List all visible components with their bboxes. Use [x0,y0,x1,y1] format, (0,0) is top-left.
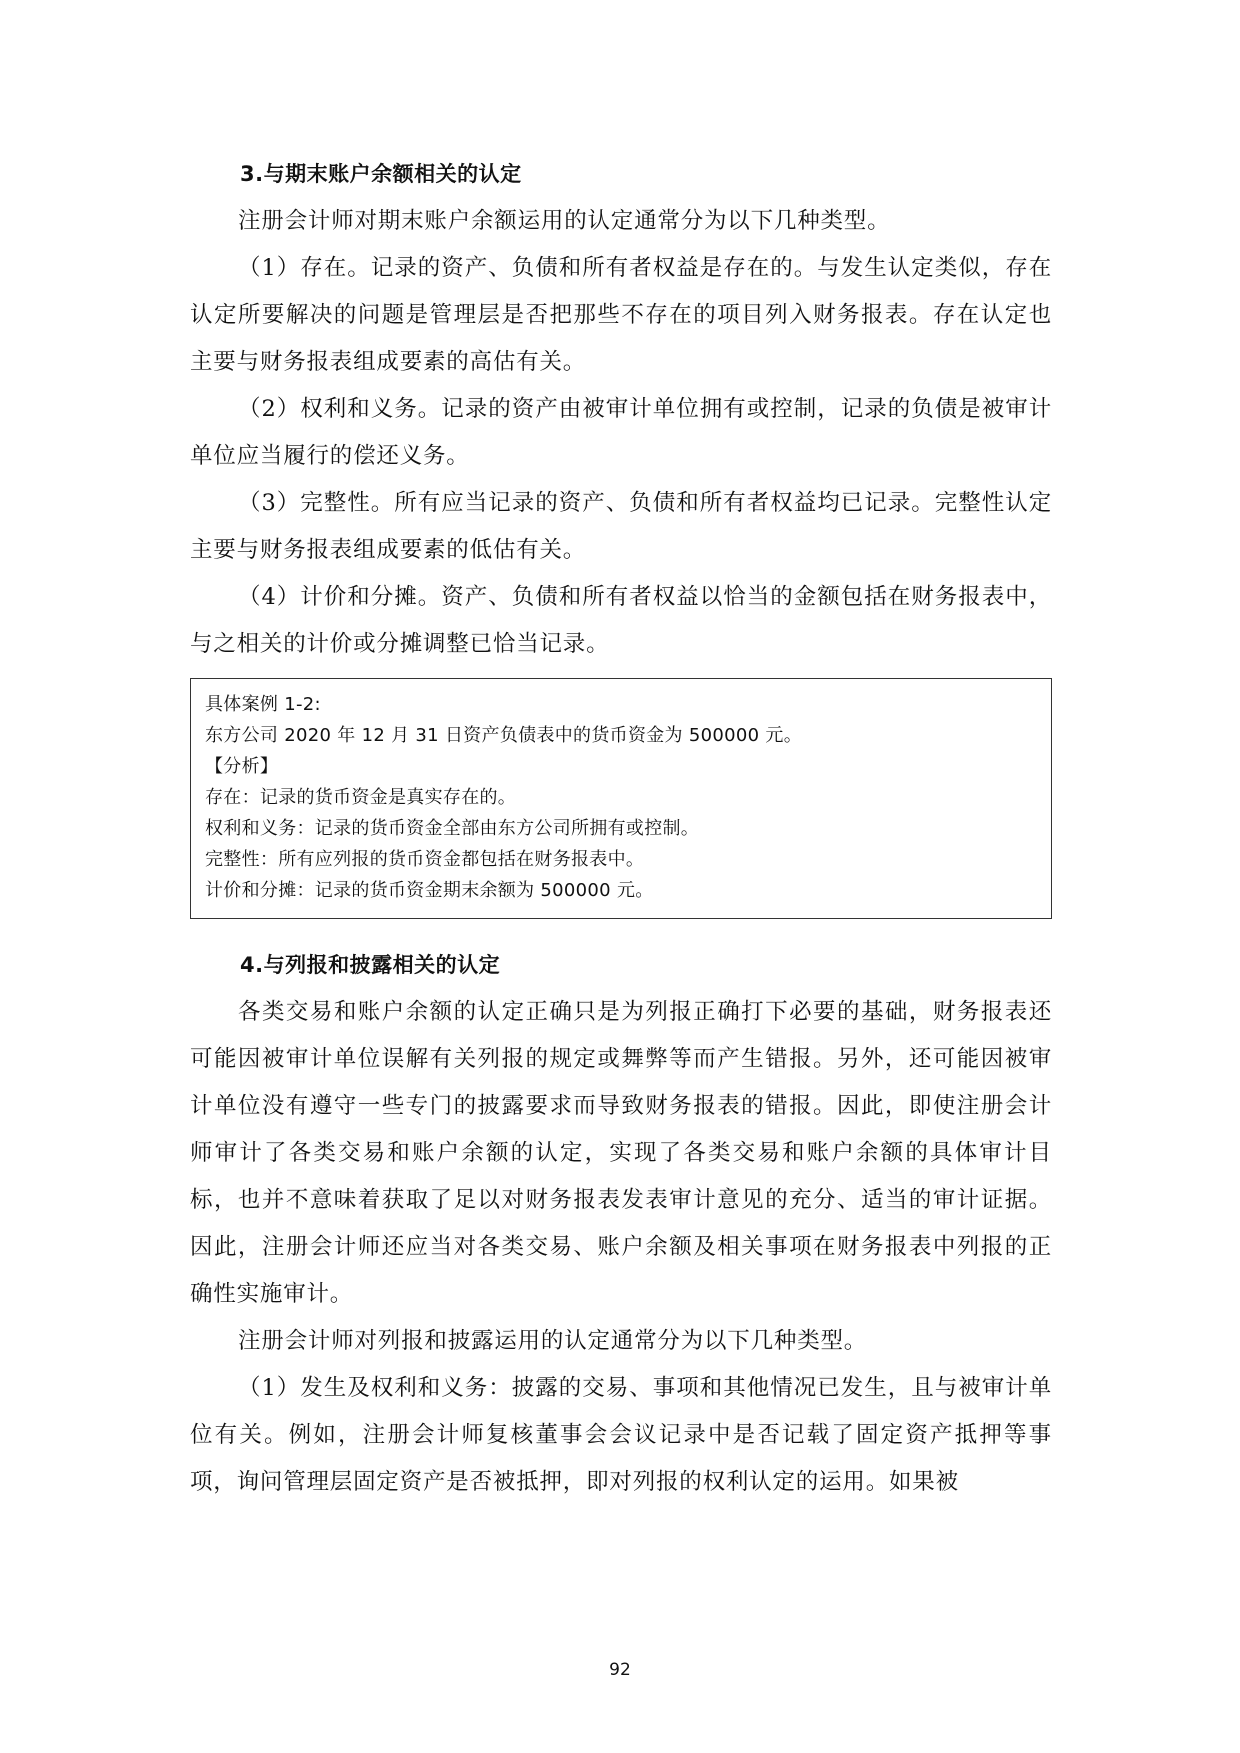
case-statement: 东方公司 2020 年 12 月 31 日资产负债表中的货币资金为 500000 元。 [205,725,803,746]
case-analysis-rights: 权利和义务：记录的货币资金全部由东方公司所拥有或控制。 [205,818,700,839]
page-content [190,150,1052,1506]
case-analysis-label: 【分析】 [205,756,279,777]
section-3-item-existence: （1）存在。记录的资产、负债和所有者权益是存在的。与发生认定类似，存在认定所要解决的问题是管理层是否把那些不存在的项目列入财务报表。存在认定也主要与财务报表组成要素的高估有关。 [190,255,1052,375]
case-title: 具体案例 1-2: [205,694,321,715]
case-analysis-existence: 存在：记录的货币资金是真实存在的。 [205,787,517,808]
section-4-paragraph-2: 注册会计师对列报和披露运用的认定通常分为以下几种类型。 [238,1328,868,1354]
case-analysis-completeness: 完整性：所有应列报的货币资金都包括在财务报表中。 [205,849,645,870]
case-analysis-valuation: 计价和分摊：记录的货币资金期末余额为 500000 元。 [205,880,654,901]
section-4-heading: 4.与列报和披露相关的认定 [240,953,501,977]
section-3-item-completeness: （3）完整性。所有应当记录的资产、负债和所有者权益均已记录。完整性认定主要与财务报表组成要素的低估有关。 [190,490,1052,563]
section-3-item-valuation: （4）计价和分摊。资产、负债和所有者权益以恰当的金额包括在财务报表中，与之相关的计价或分摊调整已恰当记录。 [190,584,1052,657]
section-4-paragraph-1: 各类交易和账户余额的认定正确只是为列报正确打下必要的基础，财务报表还可能因被审计单位误解有关列报的规定或舞弊等而产生错报。另外，还可能因被审计单位没有遵守一些专门的披露要求而导致财务报表的错报。因此，即使注册会计师审计了各类交易和账户余额的认定，实现了各类交易和账户余额的具体审计目标，也并不意味着获取了足以对财务报表发表审计意见的充分、适当的审计证据。因此，注册会计师还应当对各类交易、账户余额及相关事项在财务报表中列报的正确性实施审计。 [190,999,1052,1307]
section-4-paragraph-3: （1）发生及权利和义务：披露的交易、事项和其他情况已发生，且与被审计单位有关。例如，注册会计师复核董事会会议记录中是否记载了固定资产抵押等事项，询问管理层固定资产是否被抵押，即对列报的权利认定的运用。如果被 [190,1375,1052,1495]
section-3-intro: 注册会计师对期末账户余额运用的认定通常分为以下几种类型。 [238,208,891,234]
case-study-box [190,678,1052,919]
section-3-heading: 3.与期末账户余额相关的认定 [240,162,522,186]
section-3-item-rights-obligations: （2）权利和义务。记录的资产由被审计单位拥有或控制，记录的负债是被审计单位应当履行的偿还义务。 [190,396,1052,469]
page-number: 92 [609,1660,631,1680]
